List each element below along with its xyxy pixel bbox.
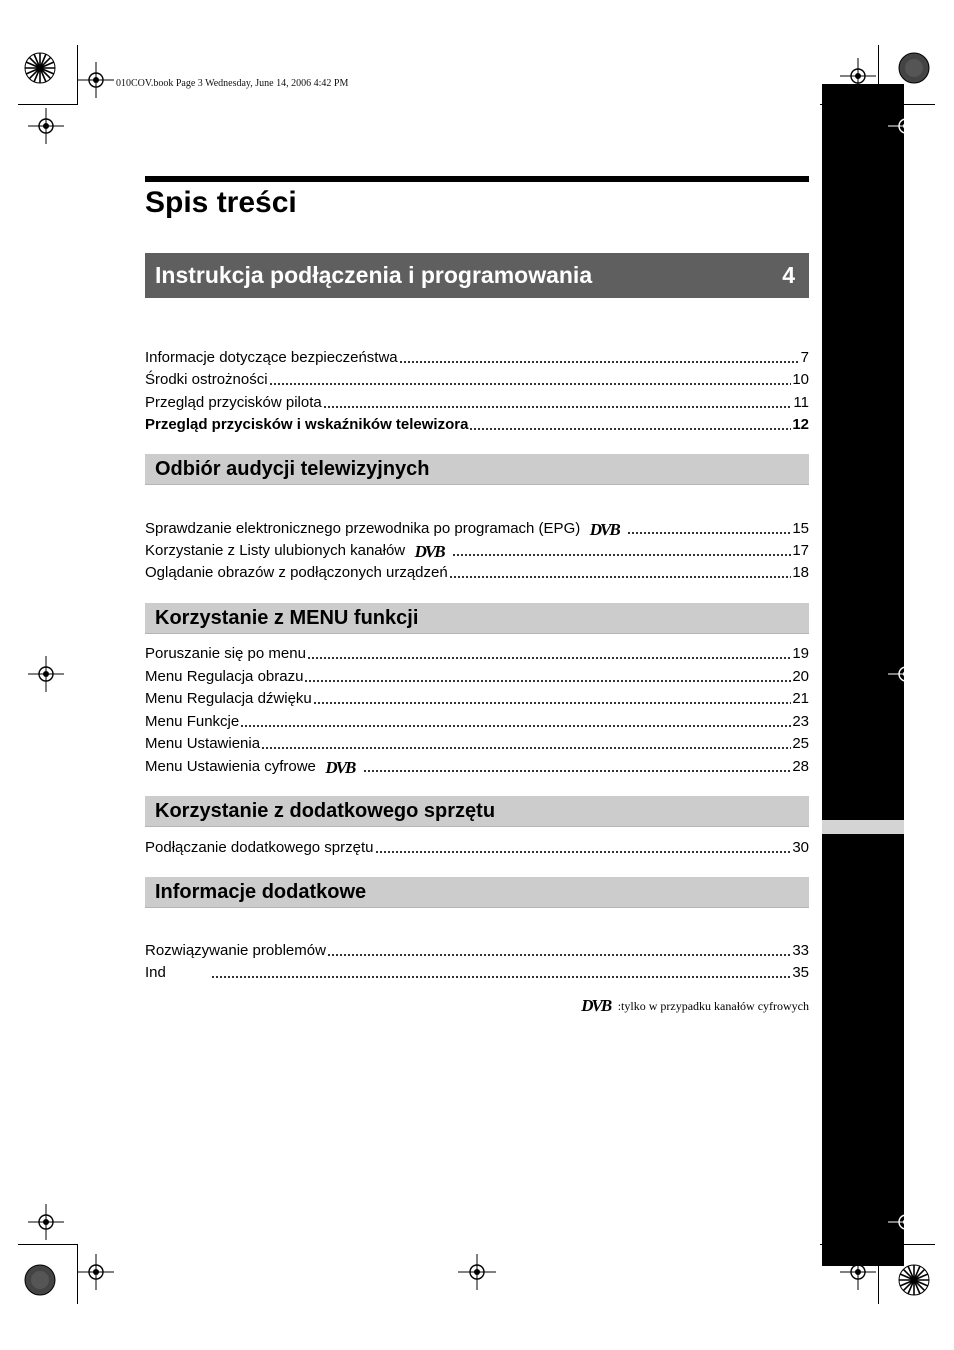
- section-header-watching[interactable]: [145, 454, 809, 485]
- toc-page: 35: [792, 964, 809, 981]
- toc-label: Sprawdzanie elektronicznego przewodnika po programach (EPG): [145, 520, 581, 537]
- footnote: [578, 998, 809, 1014]
- section-title: Odbiór audycji telewizyjnych: [155, 457, 430, 480]
- toc-row[interactable]: [145, 733, 809, 753]
- toc-label: Menu Ustawienia cyfrowe: [145, 758, 316, 775]
- toc-leader: [304, 680, 791, 682]
- starburst-mark-icon: [898, 1264, 930, 1296]
- toc-label: Menu Funkcje: [145, 713, 240, 730]
- section-header-equipment[interactable]: [145, 796, 809, 827]
- section-title: Korzystanie z dodatkowego sprzętu: [155, 799, 496, 822]
- toc-label: Menu Regulacja dźwięku: [145, 690, 312, 707]
- toc-leader: [211, 976, 791, 978]
- registration-mark-icon: [28, 108, 64, 144]
- toc-row[interactable]: [145, 756, 809, 776]
- toc-label: Menu Ustawienia: [145, 735, 261, 752]
- registration-mark-icon: [840, 1254, 876, 1290]
- toc-row[interactable]: [145, 940, 809, 960]
- toc-leader: [327, 954, 791, 956]
- toc-leader: [375, 851, 792, 853]
- starburst-mark-icon: [898, 52, 930, 84]
- toc-leader: [363, 770, 791, 772]
- toc-label: Przegląd przycisków pilota: [145, 394, 322, 411]
- toc-label: Poruszanie się po menu: [145, 645, 306, 662]
- title-rule: [145, 176, 809, 182]
- registration-mark-icon: [888, 656, 924, 692]
- crop-line: [18, 104, 78, 105]
- toc-page: 23: [792, 713, 809, 730]
- toc-label: Podłączanie dodatkowego sprzętu: [145, 839, 374, 856]
- dvb-logo-icon: DVB: [581, 996, 611, 1015]
- toc-leader: [627, 532, 791, 534]
- toc-row[interactable]: [145, 369, 809, 389]
- toc-page: 19: [792, 645, 809, 662]
- toc-label: Przegląd przycisków i wskaźników telewizora: [145, 416, 469, 433]
- registration-mark-icon: [28, 656, 64, 692]
- toc-row[interactable]: [145, 518, 809, 538]
- registration-mark-icon: [458, 1254, 496, 1290]
- toc-page: 20: [792, 668, 809, 685]
- toc-leader: [269, 383, 792, 385]
- section-page: 4: [782, 262, 795, 288]
- toc-label: Korzystanie z Listy ulubionych kanałów: [145, 542, 406, 559]
- dvb-logo-icon: DVB: [589, 520, 619, 539]
- toc-label: Oglądanie obrazów z podłączonych urządzeń: [145, 564, 448, 581]
- toc-leader: [307, 657, 791, 659]
- edge-tab-gap: [822, 820, 904, 834]
- toc-row[interactable]: [145, 540, 809, 560]
- toc-page: 18: [792, 564, 809, 581]
- registration-mark-icon: [78, 62, 114, 98]
- toc-row[interactable]: [145, 414, 809, 434]
- print-header: 010COV.book Page 3 Wednesday, June 14, 2006 4:42 PM: [116, 78, 349, 89]
- toc-page: 28: [792, 758, 809, 775]
- toc-page: 33: [792, 942, 809, 959]
- toc-leader: [323, 406, 793, 408]
- registration-mark-icon: [78, 1254, 114, 1290]
- toc-leader: [452, 554, 791, 556]
- toc-leader: [469, 428, 791, 430]
- toc-label: Środki ostrożności: [145, 371, 268, 388]
- toc-page: 10: [792, 371, 809, 388]
- crop-line: [18, 1244, 78, 1245]
- crop-line: [878, 1244, 879, 1304]
- dvb-logo-icon: DVB: [414, 542, 444, 561]
- section-title: Korzystanie z MENU funkcji: [155, 606, 419, 629]
- toc-row[interactable]: [145, 962, 809, 982]
- toc-row[interactable]: [145, 562, 809, 582]
- toc-row[interactable]: [145, 347, 809, 367]
- toc-page: 15: [792, 520, 809, 537]
- toc-leader: [240, 725, 791, 727]
- section-header-setup[interactable]: [145, 253, 809, 298]
- toc-row[interactable]: [145, 837, 809, 857]
- page-title: Spis treści: [145, 186, 297, 219]
- registration-mark-icon: [28, 1204, 64, 1240]
- toc-page: 11: [793, 394, 809, 411]
- toc-row[interactable]: [145, 688, 809, 708]
- section-header-additional-info[interactable]: [145, 877, 809, 908]
- toc-row[interactable]: [145, 392, 809, 412]
- toc-leader: [449, 576, 792, 578]
- starburst-mark-icon: [24, 52, 56, 84]
- registration-mark-icon: [840, 58, 876, 94]
- starburst-mark-icon: [24, 1264, 56, 1296]
- toc-leader: [313, 702, 792, 704]
- toc-page: 7: [800, 349, 809, 366]
- toc-page: 17: [792, 542, 809, 559]
- crop-line: [878, 45, 879, 105]
- toc-leader: [261, 747, 791, 749]
- section-header-menu[interactable]: [145, 603, 809, 634]
- toc-leader: [399, 361, 800, 363]
- toc-page: 30: [792, 839, 809, 856]
- toc-label: Menu Regulacja obrazu: [145, 668, 304, 685]
- toc-row[interactable]: [145, 643, 809, 663]
- dvb-logo-icon: DVB: [325, 758, 355, 777]
- registration-mark-icon: [888, 108, 924, 144]
- toc-page: 21: [792, 690, 809, 707]
- toc-row[interactable]: [145, 711, 809, 731]
- toc-label: Ind: [145, 964, 166, 981]
- toc-page: 12: [792, 416, 809, 433]
- registration-mark-icon: [888, 1204, 924, 1240]
- section-title: Informacje dodatkowe: [155, 880, 367, 903]
- section-title: Instrukcja podłączenia i programowania: [155, 262, 593, 288]
- footnote-text: :tylko w przypadku kanałów cyfrowych: [617, 998, 809, 1013]
- toc-page: 25: [792, 735, 809, 752]
- toc-row[interactable]: [145, 666, 809, 686]
- toc-label: Informacje dotyczące bezpieczeństwa: [145, 349, 398, 366]
- toc-label: Rozwiązywanie problemów: [145, 942, 326, 959]
